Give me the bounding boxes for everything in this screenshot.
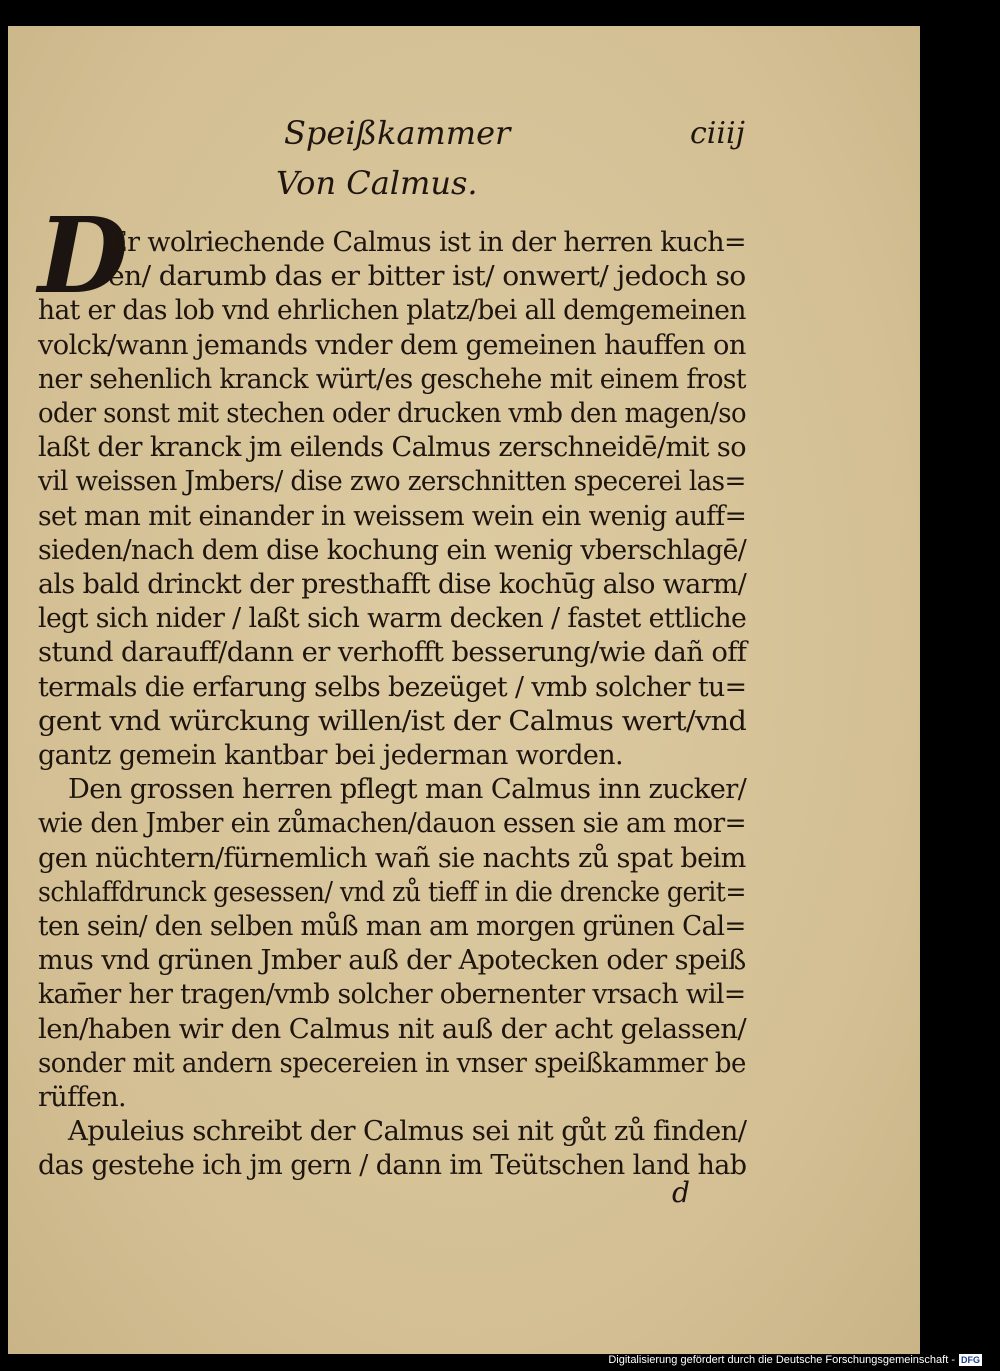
text-line: hat er das lob vnd ehrlichen platz/bei all demgemeinen [38,295,746,327]
catchword: d [672,1176,690,1209]
running-header-title: Speißkammer [284,114,511,152]
text-line: len/haben wir den Calmus nit auß der acht gelassen/ [38,1013,747,1045]
text-line: oder sonst mit stechen oder drucken vmb den magen/so [38,398,746,429]
text-line: wie den Jmber ein zůmachen/dauon essen sie am mor= [38,808,746,840]
text-line: mus vnd grünen Jmber auß der Apotecken oder speiß [38,945,746,977]
text-line: gen nüchtern/fürnemlich wañ sie nachts zů spat beim [38,842,746,874]
text-line: Er wolriechende Calmus ist in der herren kuch= [108,227,746,258]
book-page [8,26,920,1354]
folio-number: ciiij [690,116,745,151]
text-line: termals die erfarung selbs bezeüget / vmb solcher tu= [38,671,747,703]
text-line: schlaffdrunck gesessen/ vnd zů tieff in die drencke gerit= [38,876,746,908]
digitization-credit [608,1354,982,1366]
text-line: sonder mit andern specereien in vnser speißkammer be [38,1047,746,1079]
dfg-logo: DFG [961,1355,980,1365]
text-line: gent vnd würckung willen/ist der Calmus wert/vnd [38,705,747,737]
text-line: gantz gemein kantbar bei jederman worden. [38,740,624,771]
text-line: set man mit einander in weissem wein ein wenig auff= [38,500,747,532]
text-line: das gestehe ich jm gern / dann im Teütschen land hab [38,1150,747,1182]
text-line: als bald drinckt der presthafft dise kochūg also warm/ [38,569,747,600]
text-line: ten sein/ den selben můß man am morgen grünen Cal= [38,911,746,942]
text-line: Den grossen herren pflegt man Calmus inn zucker/ [68,774,747,806]
text-line: volck/wann jemands vnder dem gemeinen hauffen on [38,329,746,361]
text-line: rüffen. [38,1082,127,1113]
text-line: en/ darumb das er bitter ist/ onwert/ jedoch so [108,261,746,293]
text-line: stund darauff/dann er verhofft besserung/wie dañ off [38,637,747,669]
text-line: sieden/nach dem dise kochung ein wenig vberschlagē/ [38,534,747,566]
decorated-initial: D [38,194,129,317]
chapter-title: Von Calmus. [276,164,478,202]
credit-text: Digitalisierung gefördert durch die Deutsche Forschungsgemeinschaft - [608,1354,955,1366]
text-line: vil weissen Jmbers/ dise zwo zerschnitten specerei las= [38,466,746,498]
text-line: legt sich nider / laßt sich warm decken / fastet ettliche [38,603,747,635]
text-line: Apuleius schreibt der Calmus sei nit gůt zů finden/ [68,1116,747,1148]
text-line: laßt der kranck jm eilends Calmus zerschneidē/mit so [38,432,746,464]
text-line: kam̄er her tragen/vmb solcher obernenter vrsach wil= [38,979,746,1011]
text-line: ner sehenlich kranck würt/es geschehe mit einem frost [38,363,746,395]
